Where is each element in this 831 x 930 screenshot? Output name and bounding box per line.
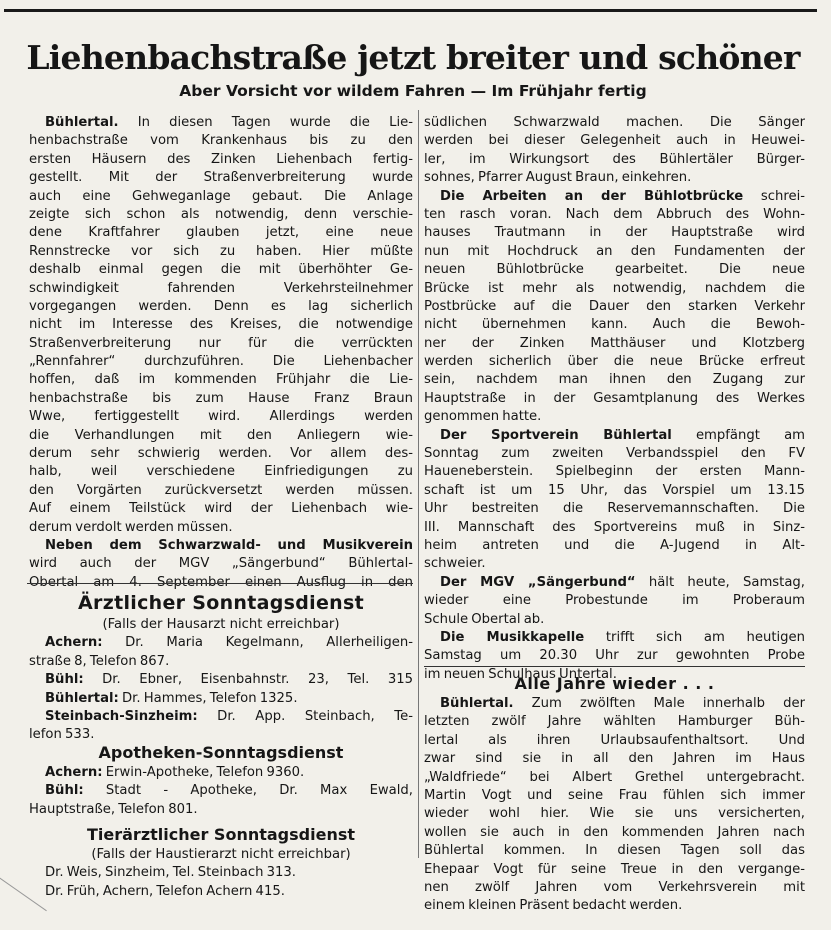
text-line — [29, 224, 413, 242]
line-text: wieder eine Probestunde im Proberaum — [424, 593, 805, 609]
text-line — [424, 206, 805, 224]
bold-lead: Steinbach-Sinzheim: — [45, 708, 198, 724]
line-text: Brücke ist mehr als notwendig, nachdem die — [424, 280, 805, 296]
text-line — [424, 353, 805, 371]
text-line — [29, 408, 413, 426]
bold-lead: Neben dem Schwarzwald- und Musikverein — [45, 537, 413, 553]
line-text: Dr. Früh, Achern, Telefon Achern 415. — [45, 883, 285, 899]
text-line — [424, 371, 805, 389]
text-line — [424, 243, 805, 261]
line-text: empfängt am — [671, 427, 805, 443]
line-text: In diesen Tagen wurde die Lie- — [118, 115, 413, 130]
text-line — [29, 634, 413, 652]
text-line — [29, 764, 413, 782]
apotheken-title: Apotheken-Sonntagsdienst — [98, 743, 344, 762]
text-line — [424, 647, 805, 665]
text-line — [424, 151, 805, 169]
line-text: derum verdolt werden müssen. — [29, 519, 233, 535]
line-text: Ehepaar Vogt für seine Treue in den vergange- — [424, 861, 805, 877]
line-text: ler, im Wirkungsort des Bühlertäler Bürger- — [424, 151, 805, 167]
text-line — [29, 261, 413, 279]
line-text: Dr. Maria Kegelmann, Allerheiligen- — [102, 635, 413, 651]
line-text: lefon 533. — [29, 727, 95, 743]
tierarzt-title: Tierärztlicher Sonntagsdienst — [86, 825, 355, 844]
line-text: gestellt. Mit der Straßenverbreiterung wurde — [29, 170, 413, 186]
line-text: zeigte sich schon als notwendig, denn verschie- — [29, 206, 413, 222]
text-line — [29, 671, 413, 689]
line-text: Postbrücke auf die Dauer den starken Verkehr — [424, 298, 805, 314]
line-text: Hauptstraße, Telefon 801. — [29, 801, 198, 817]
text-line — [424, 713, 805, 731]
text-line — [424, 555, 805, 573]
line-text: III. Mannschaft des Sportvereins muß in Sinz- — [424, 519, 805, 535]
text-line — [424, 842, 805, 860]
line-text: wieder wohl hier. Wie sie uns versicherten, — [424, 806, 805, 822]
text-line — [424, 574, 805, 592]
text-line — [424, 769, 805, 787]
line-text: Dr. Hammes, Telefon 1325. — [118, 690, 298, 706]
aerztlich-entries — [29, 634, 413, 744]
line-text: Dr. App. Steinbach, Te- — [197, 708, 413, 724]
line-text: Straßenverbreiterung nur für die verrückten — [29, 335, 413, 351]
text-line — [29, 316, 413, 334]
column-divider — [418, 110, 419, 858]
text-line — [424, 114, 805, 132]
line-text: auch eine Gehweganlage gebaut. Die Anlage — [29, 188, 413, 204]
line-text: straße 8, Telefon 867. — [29, 653, 170, 669]
line-text: schwindigkeit fahrenden Verkehrsteilnehmer — [29, 280, 413, 296]
line-text: Obertal am 4. September einen Ausflug in den — [29, 574, 413, 590]
text-line — [29, 298, 413, 316]
line-text: neuen Bühlotbrücke gearbeitet. Die neue — [424, 262, 805, 278]
line-text: schrei- — [743, 188, 805, 204]
line-text: Hauptstraße in der Gesamtplanung des Werkes — [424, 390, 805, 406]
headline: Liehenbachstraße jetzt breiter und schöner — [26, 38, 800, 77]
text-line — [424, 537, 805, 555]
tierarzt-entries — [29, 864, 413, 901]
text-line — [29, 280, 413, 298]
text-line — [424, 750, 805, 768]
line-text: Haueneberstein. Spielbeginn der ersten Mann- — [424, 464, 805, 480]
line-text: Dr. Weis, Sinzheim, Tel. Steinbach 313. — [45, 865, 296, 881]
bold-lead: Die Musikkapelle — [440, 629, 585, 645]
text-line — [424, 897, 805, 915]
line-text: Erwin-Apotheke, Telefon 9360. — [102, 765, 305, 780]
line-text: Stadt - Apotheke, Dr. Max Ewald, — [83, 783, 413, 799]
text-line — [424, 519, 805, 537]
aerztlich-note: (Falls der Hausarzt nicht erreichbar) — [102, 617, 340, 632]
line-text: lertal als ihren Urlaubsaufenthaltsort. Und — [424, 732, 805, 748]
section-divider-left — [27, 583, 413, 584]
tierarzt-note: (Falls der Haustierarzt nicht erreichbar) — [91, 847, 351, 862]
bold-lead: Die Arbeiten an der Bühlotbrücke — [440, 188, 744, 204]
text-line — [424, 335, 805, 353]
text-line — [424, 732, 805, 750]
line-text: Uhr bestreiten die Reservemannschaften. Die — [424, 501, 805, 517]
text-line — [29, 482, 413, 500]
bold-lead: Bühlertal. — [45, 115, 119, 130]
text-line — [424, 169, 805, 187]
line-text: hauses Trautmann in der Hauptstraße wird — [424, 225, 805, 241]
line-text: ten rasch voran. Nach dem Abbruch des Wohn- — [424, 206, 805, 222]
line-text: nun mit Hochdruck an den Fundamenten der — [424, 243, 805, 259]
line-text: hält heute, Samstag, — [635, 574, 805, 590]
text-line — [29, 519, 413, 537]
line-text: derum sehr schwierig werden. Vor allem des- — [29, 446, 413, 462]
line-text: letzten zwölf Jahre wählten Hamburger Büh- — [424, 714, 805, 730]
line-text: werden sicherlich über die neue Brücke erfreut — [424, 354, 805, 370]
text-line — [29, 708, 413, 726]
text-line — [424, 188, 805, 206]
apotheken-entries — [29, 764, 413, 819]
line-text: wollen sie auch in den kommenden Jahren nach — [424, 824, 805, 840]
line-text: zwar sind sie in all den Jahren im Haus — [424, 751, 805, 767]
bold-lead: Bühl: — [45, 783, 84, 799]
text-line — [424, 132, 805, 150]
line-text: nicht im Interesse des Kreises, die notwendige — [29, 317, 413, 333]
bold-lead: Der Sportverein Bühlertal — [440, 427, 672, 443]
text-line — [29, 371, 413, 389]
line-text: schweier. — [424, 556, 486, 572]
text-line — [29, 463, 413, 481]
line-text: „Waldfriede“ bei Albert Grethel untergebracht. — [424, 769, 805, 785]
line-text: Sonntag zum zweiten Verbandsspiel den FV — [424, 446, 805, 462]
text-line — [424, 390, 805, 408]
bold-lead: Achern: — [45, 635, 103, 651]
bold-lead: Bühlertal: — [45, 690, 119, 706]
line-text: vorgegangen werden. Denn es lag sicherlich — [29, 298, 413, 314]
text-line — [424, 879, 805, 897]
article-left-column — [29, 114, 413, 592]
text-line — [424, 805, 805, 823]
alle-jahre-wieder — [424, 673, 805, 916]
bold-lead: Der MGV „Sängerbund“ — [440, 574, 636, 590]
tieraerztlicher-sonntagsdienst — [29, 824, 413, 901]
aerztlich-title: Ärztlicher Sonntagsdienst — [78, 592, 364, 614]
text-line — [424, 463, 805, 481]
line-text: dene Kraftfahrer glauben jetzt, eine neue — [29, 225, 413, 241]
line-text: schaft ist um 15 Uhr, das Vorspiel um 13.15 — [424, 482, 805, 498]
text-line — [29, 883, 413, 901]
line-text: „Rennfahrer“ durchzuführen. Die Liehenbacher — [29, 354, 413, 370]
text-line — [29, 132, 413, 150]
line-text: im neuen Schulhaus Untertal. — [424, 666, 617, 682]
text-line — [424, 500, 805, 518]
line-text: die Verhandlungen mit den Anliegern wie- — [29, 427, 413, 443]
line-text: hoffen, daß im kommenden Frühjahr die Lie- — [29, 372, 413, 388]
line-text: Schule Obertal ab. — [424, 611, 545, 627]
line-text: wird auch der MGV „Sängerbund“ Bühlertal- — [29, 556, 413, 572]
text-line — [29, 114, 413, 132]
line-text: einem kleinen Präsent bedacht werden. — [424, 898, 683, 914]
line-text: halb, weil verschiedene Einfriedigungen zu — [29, 464, 413, 480]
text-line — [424, 427, 805, 445]
text-line — [29, 801, 413, 819]
article-right-column — [424, 114, 805, 684]
text-line — [29, 555, 413, 573]
text-line — [424, 298, 805, 316]
text-line — [29, 427, 413, 445]
line-text: Zum zwölften Male innerhalb der — [513, 696, 805, 711]
text-line — [29, 353, 413, 371]
line-text: nicht übernehmen kann. Auch die Bewoh- — [424, 317, 805, 333]
text-line — [29, 151, 413, 169]
text-line — [29, 335, 413, 353]
text-line — [29, 206, 413, 224]
text-line — [29, 690, 413, 708]
apotheken-sonntagsdienst — [29, 742, 413, 819]
text-line — [424, 280, 805, 298]
line-text: Auf einem Teilstück wird der Liehenbach wie- — [29, 501, 413, 517]
text-line — [424, 261, 805, 279]
line-text: ersten Häusern des Zinken Liehenbach fertig- — [29, 151, 413, 167]
text-line — [29, 445, 413, 463]
text-line — [424, 224, 805, 242]
line-text: henbachstraße bis zum Hause Franz Braun — [29, 390, 413, 406]
text-line — [29, 188, 413, 206]
line-text: trifft sich am heutigen — [584, 629, 805, 645]
line-text: henbachstraße vom Krankenhaus bis zu den — [29, 133, 413, 149]
section-divider-right — [424, 666, 805, 667]
text-line — [424, 629, 805, 647]
text-line — [424, 592, 805, 610]
text-line — [424, 482, 805, 500]
line-text: deshalb einmal gegen die mit überhöhter Ge- — [29, 262, 413, 278]
line-text: Rennstrecke vor sich zu haben. Hier müßte — [29, 243, 413, 259]
line-text: heim antreten und die A-Jugend in Alt- — [424, 537, 805, 553]
text-line — [424, 611, 805, 629]
bold-lead: Bühl: — [45, 672, 84, 688]
line-text: werden bei dieser Gelegenheit auch in Heuwei- — [424, 133, 805, 149]
line-text: Samstag um 20.30 Uhr zur gewohnten Probe — [424, 648, 805, 664]
text-line — [29, 390, 413, 408]
subheadline: Aber Vorsicht vor wildem Fahren — Im Frühjahr fertig — [179, 82, 647, 100]
line-text: südlichen Schwarzwald machen. Die Sänger — [424, 115, 805, 130]
text-line — [424, 787, 805, 805]
line-text: Martin Vogt und seine Frau fühlen sich immer — [424, 787, 805, 803]
text-line — [424, 408, 805, 426]
text-line — [29, 500, 413, 518]
text-line — [29, 169, 413, 187]
text-line — [424, 824, 805, 842]
top-rule — [4, 9, 817, 12]
text-line — [29, 243, 413, 261]
text-line — [424, 445, 805, 463]
line-text: ner der Zinken Matthäuser und Klotzberg — [424, 335, 805, 351]
line-text: Bühlertal kommen. In diesen Tagen soll das — [424, 843, 805, 859]
text-line — [424, 316, 805, 334]
line-text: den Vorgärten zurückversetzt werden müssen. — [29, 482, 413, 498]
bold-lead: Bühlertal. — [440, 696, 514, 711]
alle-jahre-title: Alle Jahre wieder . . . — [514, 674, 715, 693]
line-text: genommen hatte. — [424, 409, 542, 425]
line-text: sein, nachdem man ihnen den Zugang zur — [424, 372, 805, 388]
aerztlicher-sonntagsdienst — [29, 590, 413, 745]
text-line — [29, 782, 413, 800]
line-text: sohnes, Pfarrer August Braun, einkehren. — [424, 170, 692, 186]
line-text: Wwe, fertiggestellt wird. Allerdings werden — [29, 409, 413, 425]
text-line — [29, 864, 413, 882]
alle-jahre-body — [424, 695, 805, 916]
bold-lead: Achern: — [45, 765, 103, 780]
text-line — [29, 537, 413, 555]
text-line — [424, 695, 805, 713]
text-line — [29, 653, 413, 671]
line-text: Dr. Ebner, Eisenbahnstr. 23, Tel. 315 — [83, 672, 413, 688]
line-text: nen zwölf Jahren vom Verkehrsverein mit — [424, 879, 805, 895]
text-line — [424, 861, 805, 879]
